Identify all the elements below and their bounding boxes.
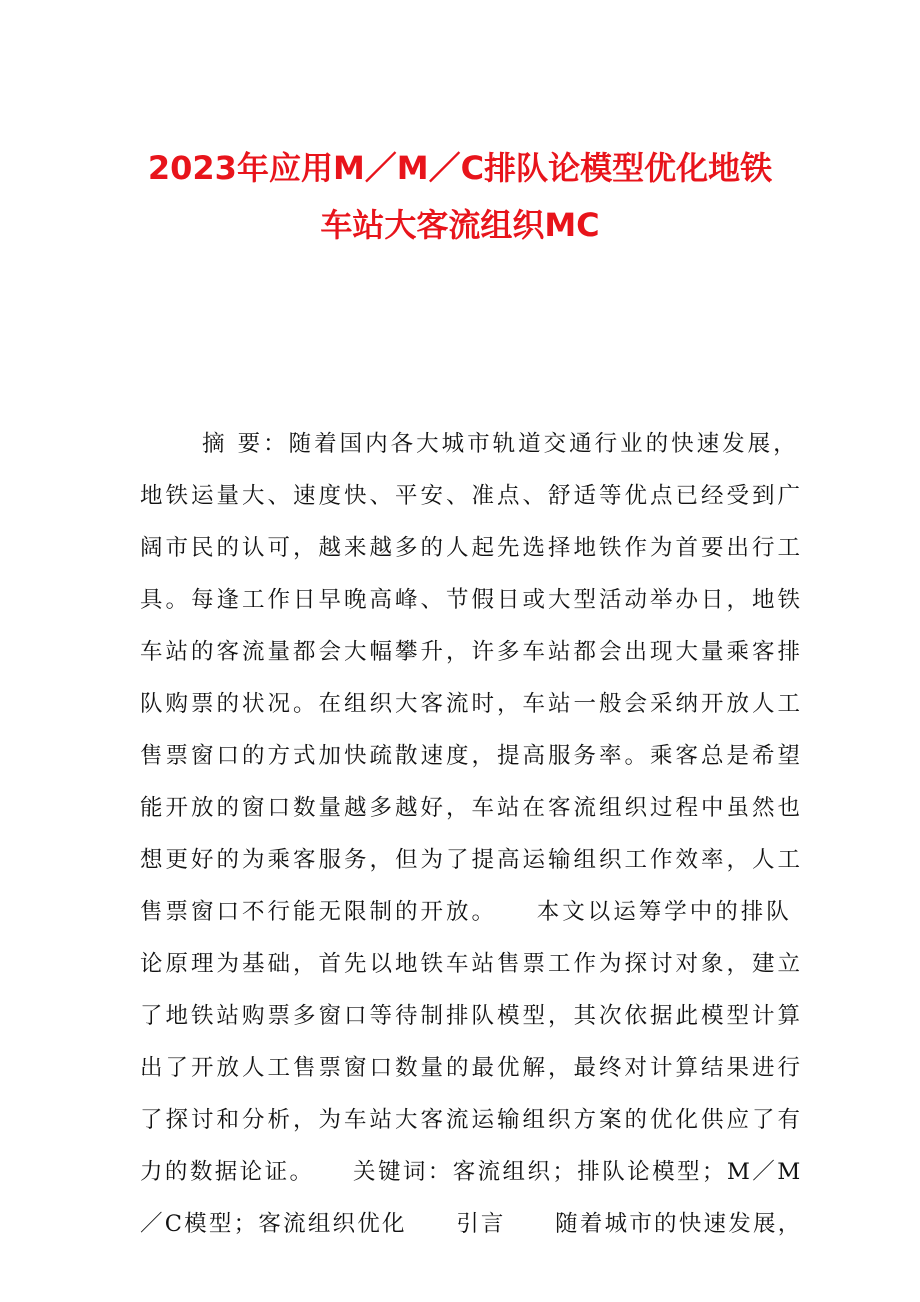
document-title-line-1: 2023年应用M／M／C排队论模型优化地铁 [147,149,773,187]
body-line: 想更好的为乘客服务，但为了提高运输组织工作效率，人工 [140,847,804,873]
body-line: 地铁运量大、速度快、平安、准点、舒适等优点已经受到广 [140,483,804,509]
body-line: 摘 要：随着国内各大城市轨道交通行业的快速发展， [202,431,799,457]
body-line: 售票窗口不行能无限制的开放。 本文以运筹学中的排队 [140,899,792,925]
body-line: ／C模型；客流组织优化 引言 随着城市的快速发展， [140,1211,803,1237]
body-line: 力的数据论证。 关键词：客流组织；排队论模型；M／M [140,1159,803,1185]
body-line: 了地铁站购票多窗口等待制排队模型，其次依据此模型计算 [140,1003,804,1029]
body-line: 论原理为基础，首先以地铁车站售票工作为探讨对象，建立 [140,951,804,977]
body-line: 售票窗口的方式加快疏散速度，提高服务率。乘客总是希望 [140,743,804,769]
body-line: 出了开放人工售票窗口数量的最优解，最终对计算结果进行 [140,1055,804,1081]
body-line: 了探讨和分析，为车站大客流运输组织方案的优化供应了有 [140,1107,804,1133]
document-title-line-2: 车站大客流组织MC [320,206,600,244]
body-line: 阔市民的认可，越来越多的人起先选择地铁作为首要出行工 [140,535,804,561]
body-line: 能开放的窗口数量越多越好，车站在客流组织过程中虽然也 [140,795,804,821]
body-line: 队购票的状况。在组织大客流时，车站一般会采纳开放人工 [140,691,804,717]
body-line: 具。每逢工作日早晚高峰、节假日或大型活动举办日，地铁 [140,587,804,613]
body-line: 车站的客流量都会大幅攀升，许多车站都会出现大量乘客排 [140,639,804,665]
